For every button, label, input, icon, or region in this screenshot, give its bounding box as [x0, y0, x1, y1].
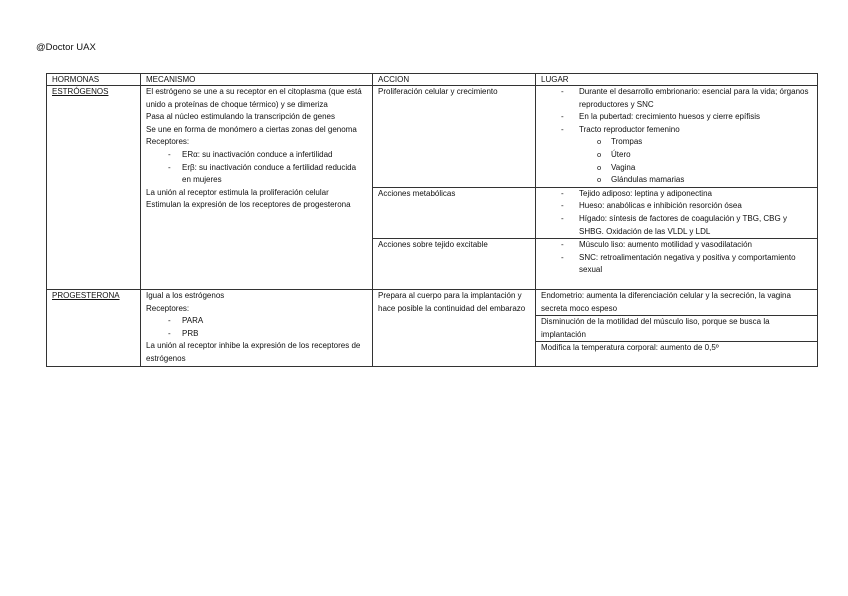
mechanism-text: La unión al receptor inhibe la expresión de los receptores de estrógenos: [146, 341, 361, 363]
action-cell: Acciones metabólicas: [373, 187, 536, 238]
location-item: - Hueso: anabólicas e inhibición resorción ósea: [541, 200, 812, 213]
header-hormonas: HORMONAS: [47, 74, 141, 86]
location-cell: Endometrio: aumenta la diferenciación celular y la secreción, la vagina secreta moco espeso: [536, 289, 818, 315]
location-item: - Tracto reproductor femenino: [541, 124, 812, 137]
hormone-cell-estrogenos: [47, 86, 141, 290]
table-header-row: [47, 74, 818, 86]
header-mecanismo: MECANISMO: [141, 74, 373, 86]
location-item: - Durante el desarrollo embrionario: esencial para la vida; órganos reproductores y SNC: [541, 86, 812, 111]
hormone-name: PROGESTERONA: [52, 290, 120, 300]
location-list: [541, 239, 812, 277]
sub-location-item: o Glándulas mamarias: [541, 174, 812, 187]
receptor-list: [146, 315, 367, 340]
receptor-item: - ERα: su inactivación conduce a infertilidad: [146, 149, 367, 162]
mechanism-text: Estimulan la expresión de los receptores de progesterona: [146, 200, 351, 210]
location-cell: Modifica la temperatura corporal: aumento de 0,5º: [536, 342, 818, 367]
mechanism-text: Se une en forma de monómero a ciertas zonas del genoma: [146, 124, 357, 134]
mechanism-text: Pasa al núcleo estimulando la transcripción de genes: [146, 112, 336, 122]
receptors-label: Receptores:: [146, 137, 190, 147]
location-list: [541, 188, 812, 238]
location-cell: [536, 187, 818, 238]
location-item: - En la pubertad: crecimiento huesos y cierre epífisis: [541, 111, 812, 124]
location-cell: Disminución de la motilidad del músculo liso, porque se busca la implantación: [536, 316, 818, 342]
location-list: [541, 86, 812, 136]
author-label: @Doctor UAX: [36, 42, 96, 53]
location-item: - Tejido adiposo: leptina y adiponectina: [541, 188, 812, 201]
header-lugar: LUGAR: [536, 74, 818, 86]
mechanism-cell-estrogenos: [141, 86, 373, 290]
reproductive-tract-list: [541, 136, 812, 186]
sub-location-item: o Vagina: [541, 162, 812, 175]
mechanism-text: Igual a los estrógenos: [146, 290, 225, 300]
hormone-name: ESTRÓGENOS: [52, 87, 109, 96]
header-accion: ACCION: [373, 74, 536, 86]
location-cell: [536, 239, 818, 290]
receptor-item: - PARA: [146, 315, 367, 328]
location-item: - Músculo liso: aumento motilidad y vasodilatación: [541, 239, 812, 252]
action-cell: Prepara al cuerpo para la implantación y hace posible la continuidad del embarazo: [373, 289, 536, 366]
table-row: [47, 289, 818, 315]
sub-location-item: o Útero: [541, 149, 812, 162]
table-row: [47, 86, 818, 188]
hormones-table: [46, 73, 818, 367]
location-cell: [536, 86, 818, 188]
receptor-list: [146, 149, 367, 187]
mechanism-cell-progesterona: [141, 289, 373, 366]
sub-location-item: o Trompas: [541, 136, 812, 149]
mechanism-text: El estrógeno se une a su receptor en el citoplasma (que está unido a proteínas de choque térmico) y se dimeriza: [146, 87, 362, 109]
action-cell: Acciones sobre tejido excitable: [373, 239, 536, 290]
action-cell: Proliferación celular y crecimiento: [373, 86, 536, 188]
receptor-item: - PRB: [146, 328, 367, 341]
receptor-item: - Erβ: su inactivación conduce a fertilidad reducida en mujeres: [146, 162, 367, 187]
location-item: - SNC: retroalimentación negativa y positiva y comportamiento sexual: [541, 252, 812, 277]
location-item: - Hígado: síntesis de factores de coagulación y TBG, CBG y SHBG. Oxidación de las VLDL y LDL: [541, 213, 812, 238]
mechanism-text: La unión al receptor estimula la proliferación celular: [146, 187, 329, 197]
hormone-cell-progesterona: [47, 289, 141, 366]
receptors-label: Receptores:: [146, 303, 190, 313]
